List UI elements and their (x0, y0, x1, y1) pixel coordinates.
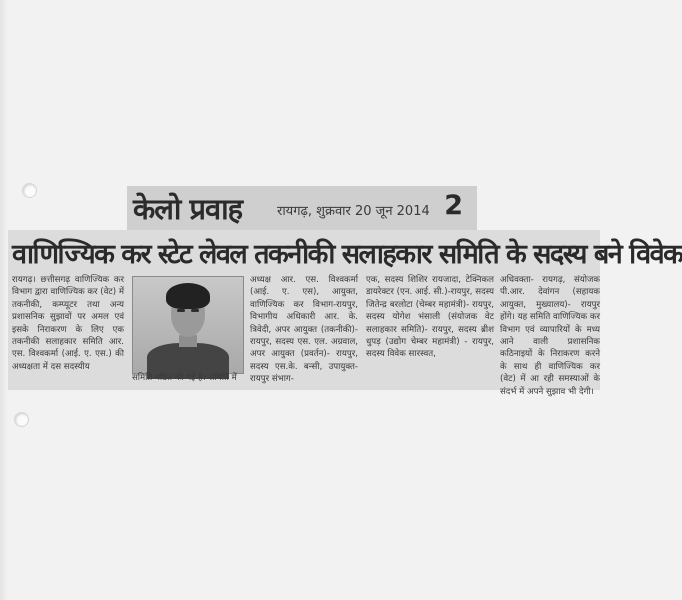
article-column-2: अध्यक्ष आर. एस. विश्वकर्मा (आई. ए. एस), आयुक्त, वाणिज्यिक कर विभाग-रायपुर, विभागीय अधिकारी आर. के. त्रिवेदी, अपर आयुक्त (तकनीकी)- रायपुर, सदस्य एस. एल. अग्रवाल, अपर आयुक्त (प्रवर्तन)- रायपुर, सदस्य एस.के. बन्सी, उपायुक्त-रायपुर संभाग- (250, 275, 358, 385)
article-column-1: रायगढ़। छत्तीसगढ़ वाणिज्यिक कर विभाग द्वारा वाणिज्यिक कर (वेट) में तकनीकी, कम्प्यूटर तथा अन्य प्रशासनिक सुझावों पर अमल एवं इसके निराकरण के लिए एक तकनीकी सलाहकार समिति आर. एस. विश्वकर्मा (आई. ए. एस.) की अध्यक्षता में दस सदस्यीय (12, 275, 124, 372)
punch-hole-top (22, 183, 37, 198)
portrait-photo (132, 276, 244, 374)
photo-caption: समिति गठित की गई है। समिति में (132, 373, 237, 383)
article-column-4: अधिवक्ता- रायगढ़, संयोजक पी.आर. देवांगन (सहायक आयुक्त, मुख्यालय)- रायपुर होंगे। यह समिति वाणिज्यिक कर विभाग एवं व्यापारियों के मध्य आने वाली प्रशासनिक कठिनाइयों के निराकरण करने के साथ ही वाणिज्यिक कर (वेट) में आ रही समस्याओं के संदर्भ में अपने सुझाव भी देगी। (500, 275, 600, 397)
scan-edge (0, 0, 8, 600)
dateline: रायगढ़, शुक्रवार 20 जून 2014 (277, 204, 430, 219)
newspaper-masthead (127, 186, 477, 231)
punch-hole-bottom (14, 412, 29, 427)
article-column-3: एक, सदस्य शिशिर रायजादा, टेक्निकल डायरेक्टर (एन. आई. सी.)-रायपुर, सदस्य जितेन्द्र बरलोटा (चेम्बर महामंत्री)- रायपुर, सदस्य योगेश भंसाली (संयोजक वेट सलाहकार समिति)- रायपुर, सदस्य ब्रीश धुपड़ (उद्योग चेम्बर महामंत्री) - रायपुर, सदस्य विवेक सारस्वत, (366, 275, 494, 360)
news-article (8, 230, 682, 397)
page-number: 2 (444, 190, 463, 221)
article-headline: वाणिज्यिक कर स्टेट लेवल तकनीकी सलाहकार समिति के सदस्य बने विवेक (12, 239, 682, 270)
newspaper-name: केलो प्रवाह (133, 192, 243, 226)
